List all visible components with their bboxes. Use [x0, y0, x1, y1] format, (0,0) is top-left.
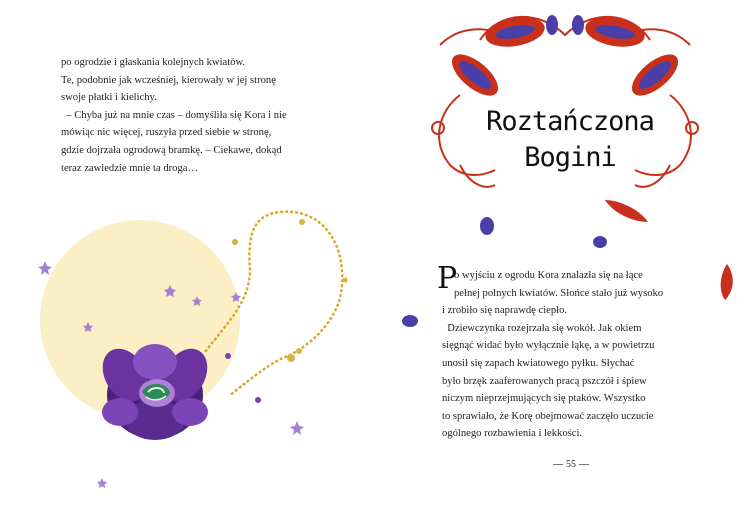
- chapter-title-line: Bogini: [524, 142, 616, 173]
- right-line: niczym nieprzejmujących się ptaków. Wszystko: [442, 393, 646, 405]
- chapter-title-line: Roztańczona: [486, 106, 654, 137]
- left-line: mówiąc nic więcej, ruszyła przed siebie w stronę,: [61, 127, 272, 139]
- purple-flower-icon: [94, 341, 217, 440]
- left-line: Te, podobnie jak wcześniej, kierowały w jej stronę: [61, 74, 276, 86]
- right-line: sięgnąć widać było wyłącznie łąkę, a w powietrzu: [442, 340, 655, 352]
- left-line: teraz zawiedzie mnie ta droga…: [61, 162, 199, 174]
- left-line: po ogrodzie i głaskania kolejnych kwiatów.: [61, 57, 246, 68]
- right-line: o wyjściu z ogrodu Kora znalazła się na łące: [454, 270, 643, 281]
- left-line: gdzie dojrzała ogrodową bramkę. – Ciekawe, dokąd: [61, 144, 282, 156]
- chapter-title: [480, 104, 660, 176]
- folio-ornament-icon: [579, 464, 589, 465]
- left-line: – Chyba już na mnie czas – domyśliła się Kora i nie: [61, 109, 287, 121]
- left-line: swoje płatki i kielichy.: [61, 92, 157, 104]
- right-line: ogólnego rozbawienia i lekkości.: [442, 428, 583, 440]
- right-line: było brzęk zaaferowanych pracą pszczół i śpiew: [442, 375, 647, 387]
- right-line: Dziewczynka rozejrzała się wokół. Jak okiem: [442, 322, 642, 334]
- page-number: [548, 459, 594, 470]
- right-line: i zrobiło się naprawdę ciepło.: [442, 305, 568, 317]
- page-number-value: 55: [566, 459, 576, 470]
- drop-cap: P: [437, 261, 458, 296]
- right-line: pełnej polnych kwiatów. Słońce stało już wysoko: [454, 287, 664, 299]
- right-line: to sprawiało, że Korę obejmować zaczęło uczucie: [442, 410, 654, 422]
- right-line: unosił się zapach kwiatowego pyłku. Słychać: [442, 357, 635, 369]
- folio-ornament-icon: [553, 464, 563, 465]
- right-page-text: [442, 267, 692, 443]
